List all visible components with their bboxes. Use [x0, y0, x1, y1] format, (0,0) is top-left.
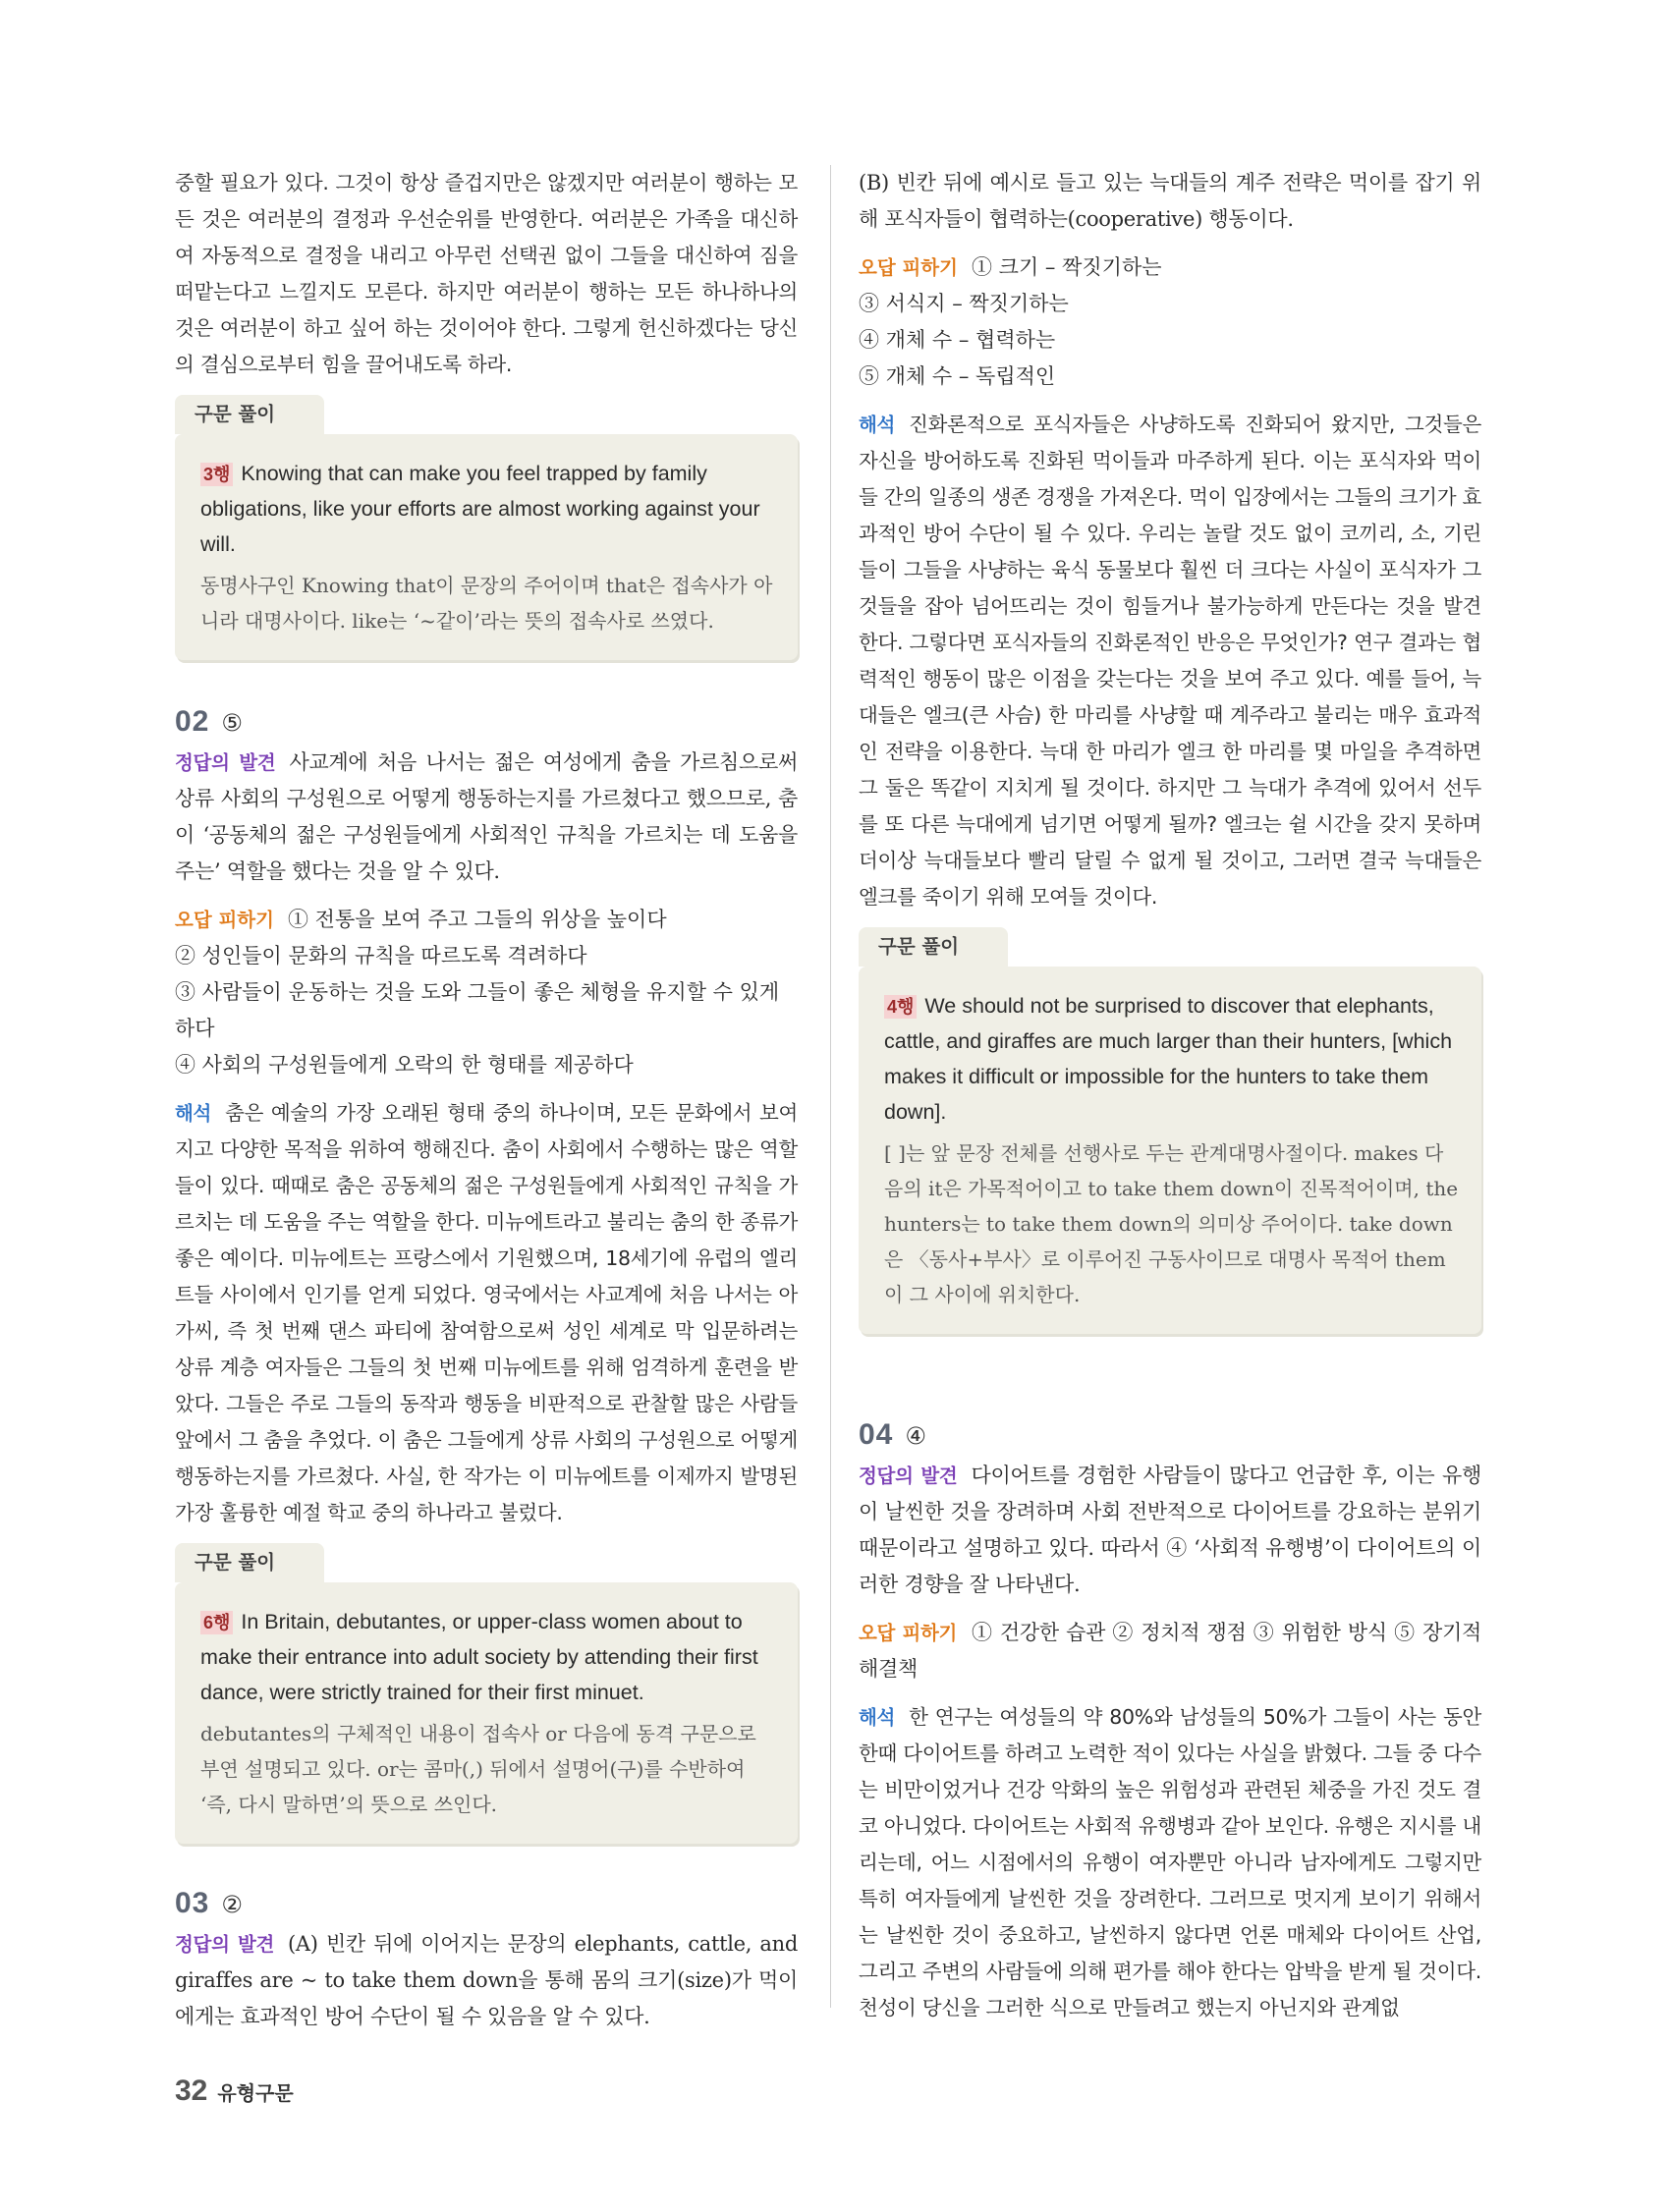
translation-paragraph — [175, 1095, 798, 1531]
answer-label: 정답의 발견 — [175, 1933, 275, 1956]
translation-text: 진화론적으로 포식자들은 사냥하도록 진화되어 왔지만, 그것들은 자신을 방어하도록 진화된 먹이들과 마주하게 된다. 이는 포식자와 먹이들 간의 일종의 생존 경쟁을 가져온다. 먹이 입장에서는 그들의 크기가 효과적인 방어 수단이 될 수 있다. 우리는 놀랄 것도 없이 코끼리, 소, 기린들이 그들을 사냥하는 육식 동물보다 훨씬 더 크다는 사실이 포식자가 그것들을 잡아 넘어뜨리는 것이 힘들거나 불가능하게 만든다는 것을 발견한다. 그렇다면 포식자들의 진화론적인 반응은 무엇인가? 연구 결과는 협력적인 행동이 많은 이점을 갖는다는 것을 보여 주고 있다. 예를 들어, 늑대들은 엘크(큰 사슴) 한 마리를 사냥할 때 계주라고 불리는 매우 효과적인 전략을 이용한다. 늑대 한 마리가 엘크 한 마리를 몇 마일을 추격하면 그 둘은 똑같이 지치게 될 것이다. 하지만 그 늑대가 추격에 있어서 선두를 또 다른 늑대에게 넘기면 어떻게 될까? 엘크는 쉴 시간을 갖지 못하며 더이상 늑대들보다 빨리 달릴 수 없게 될 것이고, 그러면 결국 늑대들은 엘크를 죽이기 위해 모여들 것이다. — [859, 413, 1481, 909]
syntax-english-text: Knowing that can make you feel trapped by family obligations, like your efforts are almost working against your will. — [200, 462, 760, 556]
wrong-item: ③ 사람들이 운동하는 것을 도와 그들이 좋은 체형을 유지할 수 있게 하다 — [175, 980, 780, 1040]
question-number: 02 — [175, 705, 210, 738]
translation-paragraph — [859, 1699, 1481, 2026]
syntax-box-2 — [175, 1551, 798, 1844]
answer-text: (A) 빈칸 뒤에 이어지는 문장의 elephants, cattle, and giraffes are ~ to take them down을 통해 몸의 크기(size)가 먹이에게는 효과적인 방어 수단이 될 수 있음을 알 수 있다. — [175, 1932, 798, 2028]
syntax-english — [200, 456, 776, 562]
wrong-label: 오답 피하기 — [859, 256, 958, 279]
syntax-korean: debutantes의 구체적인 내용이 접속사 or 다음에 동격 구문으로 부연 설명되고 있다. or는 콤마(,) 뒤에서 설명어(구)를 수반하여 ‘즉, 다시 말하면’의 뜻으로 쓰인다. — [200, 1722, 756, 1816]
syntax-english-text: We should not be surprised to discover that elephants, cattle, and giraffes are much larger than their hunters, [which makes it difficult or impossible for the hunters to take them down]. — [884, 994, 1453, 1124]
answer-paragraph — [175, 745, 798, 890]
syntax-box-tab: 구문 풀이 — [859, 927, 1008, 967]
question-heading-02 — [175, 705, 798, 739]
translation-label: 해석 — [859, 414, 896, 436]
line-badge: 6행 — [200, 1611, 233, 1634]
wrong-item: ⑤ 개체 수 – 독립적인 — [859, 364, 1056, 388]
syntax-box-tab: 구문 풀이 — [175, 395, 324, 434]
syntax-box-1 — [175, 403, 798, 660]
answer-paragraph — [859, 1458, 1481, 1603]
wrong-item: ① 전통을 보여 주고 그들의 위상을 높이다 — [287, 908, 667, 931]
question-answer: ② — [221, 1892, 244, 1918]
translation-label: 해석 — [175, 1102, 212, 1125]
answer-paragraph — [175, 1926, 798, 2035]
syntax-english — [884, 988, 1460, 1130]
page-footer — [175, 2074, 294, 2108]
column-divider — [830, 165, 831, 2008]
line-badge: 4행 — [884, 995, 917, 1019]
answer-label: 정답의 발견 — [859, 1465, 958, 1487]
syntax-korean: 동명사구인 Knowing that이 문장의 주어이며 that은 접속사가 아니라 대명사이다. like는 ‘~같이’라는 뜻의 접속사로 쓰였다. — [200, 574, 773, 633]
wrong-paragraph — [859, 1615, 1481, 1687]
wrong-item: ④ 개체 수 – 협력하는 — [859, 328, 1056, 352]
wrong-list-first — [175, 902, 798, 938]
question-heading-03 — [175, 1887, 798, 1920]
translation-label: 해석 — [859, 1706, 896, 1729]
syntax-english-text: In Britain, debutantes, or upper-class women about to make their entrance into adult society by attending their first dance, were strictly trained for their first minuet. — [200, 1610, 758, 1704]
wrong-item: ④ 사회의 구성원들에게 오락의 한 형태를 제공하다 — [175, 1053, 634, 1077]
question-answer: ⑤ — [221, 710, 244, 737]
answer-label: 정답의 발견 — [175, 751, 276, 774]
continued-answer: (B) 빈칸 뒤에 예시로 들고 있는 늑대들의 계주 전략은 먹이를 잡기 위해 포식자들이 협력하는(cooperative) 행동이다. — [859, 171, 1481, 231]
wrong-item: ② 성인들이 문화의 규칙을 따르도록 격려하다 — [175, 944, 587, 968]
question-number: 03 — [175, 1887, 210, 1919]
translation-text: 한 연구는 여성들의 약 80%와 남성들의 50%가 그들이 사는 동안 한때 다이어트를 하려고 노력한 적이 있다는 사실을 밝혔다. 그들 중 다수는 비만이었거나 건강 악화의 높은 위험성과 관련된 체중을 가진 것도 결코 아니었다. 다이어트는 사회적 유행병과 같아 보인다. 유행은 지시를 내리는데, 어느 시점에서의 유행이 여자뿐만 아니라 남자에게도 그렇지만 특히 여자들에게 날씬한 것을 장려한다. 그러므로 멋지게 보이기 위해서는 날씬한 것이 중요하고, 날씬하지 않다면 언론 매체와 다이어트 산업, 그리고 주변의 사람들에 의해 편가를 해야 한다는 압박을 받게 될 것이다. 천성이 당신을 그러한 식으로 만들려고 했는지 아닌지와 관계없 — [859, 1705, 1481, 2019]
wrong-label: 오답 피하기 — [175, 909, 274, 931]
left-column — [175, 165, 798, 2035]
wrong-list-first — [859, 249, 1481, 286]
wrong-label: 오답 피하기 — [859, 1622, 958, 1644]
intro-paragraph: 중할 필요가 있다. 그것이 항상 즐겁지만은 않겠지만 여러분이 행하는 모든 것은 여러분의 결정과 우선순위를 반영한다. 여러분은 가족을 대신하여 자동적으로 결정을 내리고 아무런 선택권 없이 그들을 대신하여 짐을 떠맡는다고 느낄지도 모른다. 하지만 여러분이 행하는 모든 하나하나의 것은 여러분이 하고 싶어 하는 것이어야 한다. 그렇게 헌신하겠다는 당신의 결심으로부터 힘을 끌어내도록 하라. — [175, 171, 798, 376]
wrong-item: ③ 서식지 – 짝짓기하는 — [859, 292, 1069, 315]
wrong-text: ① 건강한 습관 ② 정치적 쟁점 ③ 위험한 방식 ⑤ 장기적 해결책 — [859, 1621, 1481, 1681]
question-number: 04 — [859, 1418, 894, 1451]
syntax-box-3 — [859, 935, 1481, 1334]
page-section-title: 유형구문 — [217, 2081, 294, 2105]
answer-text: 사교계에 처음 나서는 젊은 여성에게 춤을 가르침으로써 상류 사회의 구성원으로 어떻게 행동하는지를 가르쳤다고 했으므로, 춤이 ‘공동체의 젊은 구성원들에게 사회적인 규칙을 가르치는 데 도움을 주는’ 역할을 했다는 것을 알 수 있다. — [175, 750, 798, 883]
syntax-korean: [ ]는 앞 문장 전체를 선행사로 두는 관계대명사절이다. makes 다음의 it은 가목적어이고 to take them down이 진목적어이며, the hunters는 to take them down의 의미상 주어이다. take down은 〈동사+부사〉로 이루어진 구동사이므로 대명사 목적어 them이 그 사이에 위치한다. — [884, 1141, 1459, 1306]
translation-paragraph — [859, 407, 1481, 915]
syntax-box-tab: 구문 풀이 — [175, 1543, 324, 1582]
syntax-english — [200, 1604, 776, 1710]
page-number: 32 — [175, 2074, 208, 2107]
right-column — [859, 165, 1481, 2026]
translation-text: 춤은 예술의 가장 오래된 형태 중의 하나이며, 모든 문화에서 보여지고 다양한 목적을 위하여 행해진다. 춤이 사회에서 수행하는 많은 역할들이 있다. 때때로 춤은 공동체의 젊은 구성원들에게 사회적인 규칙을 가르치는 데 도움을 주는 역할을 한다. 미뉴에트라고 불리는 춤의 한 종류가 좋은 예이다. 미뉴에트는 프랑스에서 기원했으며, 18세기에 유럽의 엘리트들 사이에서 인기를 얻게 되었다. 영국에서는 사교계에 처음 나서는 아가씨, 즉 첫 번째 댄스 파티에 참여함으로써 성인 세계로 막 입문하려는 상류 계층 여자들은 그들의 첫 번째 미뉴에트를 위해 엄격하게 훈련을 받았다. 그들은 주로 그들의 동작과 행동을 비판적으로 관찰할 많은 사람들 앞에서 그 춤을 추었다. 이 춤은 그들에게 상류 사회의 구성원으로 어떻게 행동하는지를 가르쳤다. 사실, 한 작가는 이 미뉴에트를 이제까지 발명된 가장 훌륭한 예절 학교 중의 하나라고 불렀다. — [175, 1101, 799, 1524]
question-answer: ④ — [905, 1423, 927, 1450]
wrong-item: ① 크기 – 짝짓기하는 — [971, 255, 1162, 279]
answer-text: 다이어트를 경험한 사람들이 많다고 언급한 후, 이는 유행이 날씬한 것을 장려하며 사회 전반적으로 다이어트를 강요하는 분위기 때문이라고 설명하고 있다. 따라서 ④ ‘사회적 유행병’이 다이어트의 이러한 경향을 잘 나타낸다. — [859, 1464, 1481, 1596]
line-badge: 3행 — [200, 463, 233, 486]
question-heading-04 — [859, 1418, 1481, 1452]
